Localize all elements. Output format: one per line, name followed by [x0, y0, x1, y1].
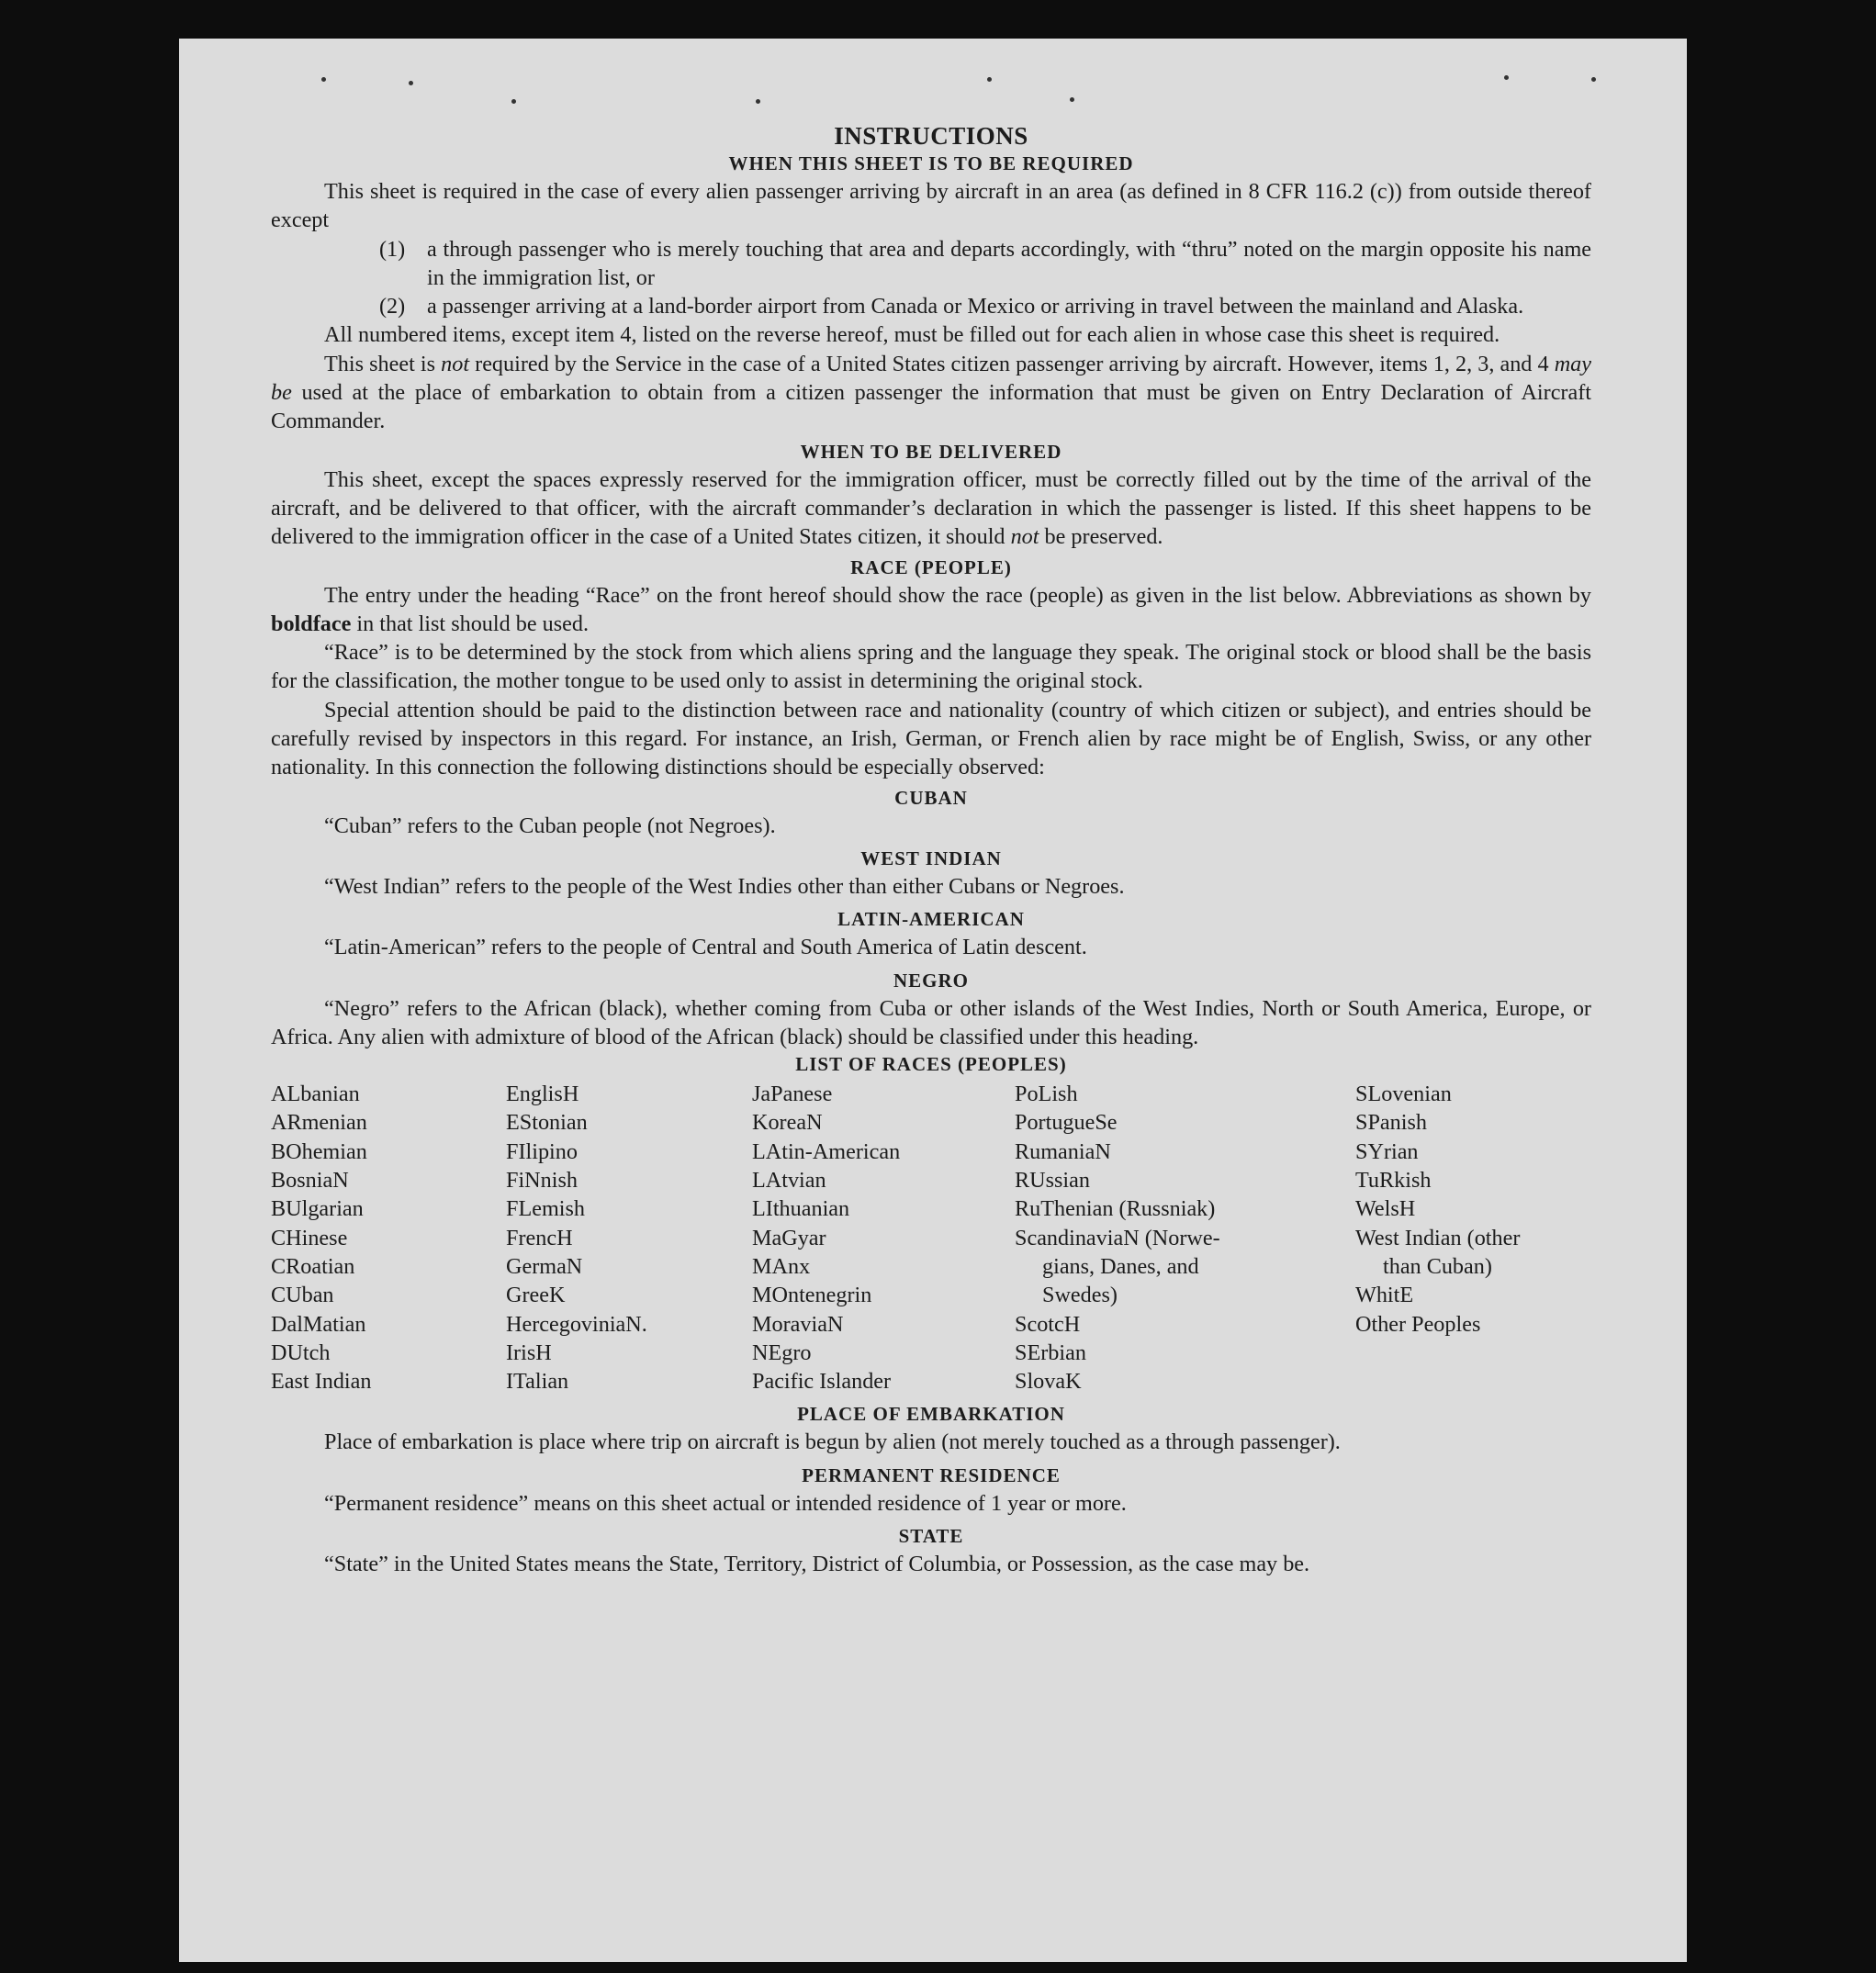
emphasis-not: not — [1010, 524, 1039, 550]
race-entry: MAnx — [752, 1253, 811, 1279]
race-entry: PoLish — [1015, 1082, 1078, 1107]
race-entry: SLovenian — [1355, 1082, 1452, 1107]
text-run: The entry under the heading “Race” on the front hereof should show the race (people) as given in the list below. Abbreviations as shown by — [324, 582, 1591, 608]
race-entry: MaGyar — [752, 1225, 826, 1250]
ink-speck — [511, 99, 516, 104]
paragraph-race-entry — [271, 581, 1591, 639]
section-heading-latin-american: LATIN-AMERICAN — [837, 908, 1025, 931]
paragraph-negro: “Negro” refers to the African (black), whether coming from Cuba or other islands of the West Indies, North or South America, Europe, or Africa. Any alien with admixture of blood of the African (black) should be classified under this heading. — [271, 995, 1591, 1049]
document-page — [179, 39, 1687, 1962]
race-entry: ScotcH — [1015, 1311, 1081, 1337]
emphasis-not: not — [441, 351, 470, 376]
race-entry: DalMatian — [271, 1311, 366, 1337]
ink-speck — [1504, 75, 1509, 80]
race-entry: SPanish — [1355, 1110, 1427, 1136]
section-heading-west-indian: WEST INDIAN — [860, 846, 1002, 869]
race-entry: DUtch — [271, 1340, 331, 1365]
race-entry: CHinese — [271, 1225, 348, 1250]
race-entry: WhitE — [1355, 1283, 1414, 1308]
item-text: a through passenger who is merely touching that area and departs accordingly, with “thru” noted on the margin opposite his name in the immigration list, or — [427, 236, 1591, 290]
race-entry: LAtin-American — [752, 1138, 901, 1164]
emphasis-may-be: may be — [271, 351, 1591, 406]
ink-speck — [409, 81, 413, 85]
item-number: (1) — [379, 236, 406, 262]
race-entry: RumaniaN — [1015, 1138, 1111, 1164]
text-run: required by the Service in the case of a United States citizen passenger arriving by aircraft. However, items 1, 2, 3, and 4 — [469, 351, 1555, 376]
text-run: used at the place of embarkation to obtain from a citizen passenger the information that must be given on Entry Declaration of Aircraft Commander. — [271, 380, 1591, 434]
race-entry: West Indian (other — [1355, 1225, 1521, 1250]
section-heading-race: RACE (PEOPLE) — [850, 555, 1012, 578]
text-run: be preserved. — [1039, 524, 1163, 550]
ink-speck — [1070, 97, 1074, 102]
paragraph-delivered — [271, 465, 1591, 552]
race-entry: IrisH — [506, 1340, 552, 1365]
paragraph-embarkation: Place of embarkation is place where trip on aircraft is begun by alien (not merely touched as a through passenger). — [324, 1429, 1341, 1455]
race-entry: Swedes) — [1042, 1283, 1118, 1308]
paragraph-citizen — [271, 350, 1591, 436]
paragraph-cuban: “Cuban” refers to the Cuban people (not Negroes). — [324, 813, 776, 838]
race-entry: GermaN — [506, 1253, 583, 1279]
race-entry: JaPanese — [752, 1082, 833, 1107]
ink-speck — [321, 77, 326, 82]
race-column — [271, 1080, 506, 1396]
text-run: This sheet, except the spaces expressly reserved for the immigration officer, must be correctly filled out by the time of the arrival of the aircraft, and be delivered to that officer, with the aircraft commander’s declaration in which the passenger is listed. If this sheet happens to be delivered to the immigration officer in the case of a United States citizen, it should — [271, 466, 1591, 550]
race-column — [752, 1080, 1015, 1396]
paragraph-residence: “Permanent residence” means on this sheet actual or intended residence of 1 year or more. — [324, 1490, 1127, 1516]
section-heading-cuban: CUBAN — [894, 786, 968, 809]
race-column — [506, 1080, 752, 1396]
race-entry: gians, Danes, and — [1042, 1253, 1199, 1279]
paragraph-west-indian: “West Indian” refers to the people of the West Indies other than either Cubans or Negroes. — [324, 873, 1125, 899]
exception-item — [379, 235, 1591, 293]
race-entry: Pacific Islander — [752, 1369, 892, 1395]
race-entry: LAtvian — [752, 1168, 826, 1194]
race-entry: HercegoviniaN. — [506, 1311, 647, 1337]
race-entry: SYrian — [1355, 1138, 1419, 1164]
race-entry: ARmenian — [271, 1110, 367, 1136]
race-entry: MOntenegrin — [752, 1283, 872, 1308]
paragraph-required-intro: This sheet is required in the case of every alien passenger arriving by aircraft in an area (as defined in 8 CFR 116.2 (c)) from outside thereof except — [271, 179, 1591, 233]
item-text: a passenger arriving at a land-border airport from Canada or Mexico or arriving in travel between the mainland and Alaska. — [427, 294, 1524, 319]
race-column — [1015, 1080, 1355, 1396]
emphasis-boldface: boldface — [271, 611, 352, 636]
race-entry: SErbian — [1015, 1340, 1086, 1365]
race-entry: GreeK — [506, 1283, 566, 1308]
section-heading-required: WHEN THIS SHEET IS TO BE REQUIRED — [728, 152, 1134, 174]
race-entry: RUssian — [1015, 1168, 1090, 1194]
section-heading-state: STATE — [898, 1524, 964, 1547]
race-entry: SlovaK — [1015, 1369, 1082, 1395]
race-entry: FLemish — [506, 1196, 586, 1222]
race-entry: BOhemian — [271, 1138, 367, 1164]
race-entry: CUban — [271, 1283, 334, 1308]
paragraph-state: “State” in the United States means the State, Territory, District of Columbia, or Possession, as the case may be. — [324, 1551, 1310, 1576]
section-heading-residence: PERMANENT RESIDENCE — [802, 1463, 1061, 1486]
section-heading-list-of-races: LIST OF RACES (PEOPLES) — [795, 1053, 1067, 1076]
race-entry: FrencH — [506, 1225, 573, 1250]
item-number: (2) — [379, 294, 406, 319]
page-title: INSTRUCTIONS — [834, 122, 1028, 150]
race-entry: Other Peoples — [1355, 1311, 1481, 1337]
paragraph-latin-american: “Latin-American” refers to the people of Central and South America of Latin descent. — [324, 935, 1087, 960]
section-heading-delivered: WHEN TO BE DELIVERED — [800, 440, 1062, 463]
race-entry: TuRkish — [1355, 1168, 1432, 1194]
paragraph-race-stock: “Race” is to be determined by the stock from which aliens spring and the language they speak. The original stock or blood shall be the basis for the classification, the mother tongue to be used only to assist in determining the original stock. — [271, 640, 1591, 694]
ink-speck — [987, 77, 992, 82]
paragraph-race-nationality: Special attention should be paid to the distinction between race and nationality (country of which citizen or subject), and entries should be carefully revised by inspectors in this regard. For instance, an Irish, German, or French alien by race might be of English, Swiss, or any other nationality. In this connection the following distinctions should be especially observed: — [271, 697, 1591, 780]
race-entry: BosniaN — [271, 1168, 349, 1194]
race-entry: RuThenian (Russniak) — [1015, 1196, 1216, 1222]
race-entry: WelsH — [1355, 1196, 1416, 1222]
race-entry: PortugueSe — [1015, 1110, 1118, 1136]
paragraph-numbered-items: All numbered items, except item 4, listed on the reverse hereof, must be filled out for each alien in whose case this sheet is required. — [324, 322, 1500, 348]
race-entry: EnglisH — [506, 1082, 579, 1107]
race-entry: EStonian — [506, 1110, 588, 1136]
race-entry: LIthuanian — [752, 1196, 850, 1222]
race-entry: FIlipino — [506, 1138, 578, 1164]
race-entry: East Indian — [271, 1369, 372, 1395]
race-entry: ALbanian — [271, 1082, 360, 1107]
race-entry: FiNnish — [506, 1168, 578, 1194]
race-entry: ITalian — [506, 1369, 569, 1395]
race-column — [1355, 1080, 1591, 1396]
section-heading-embarkation: PLACE OF EMBARKATION — [797, 1403, 1065, 1426]
race-entry: BUlgarian — [271, 1196, 364, 1222]
section-heading-negro: NEGRO — [893, 969, 969, 992]
race-entry: NEgro — [752, 1340, 812, 1365]
text-run: in that list should be used. — [351, 611, 590, 636]
ink-speck — [1591, 77, 1596, 82]
race-entry: MoraviaN — [752, 1311, 844, 1337]
race-entry: ScandinaviaN (Norwe- — [1015, 1225, 1220, 1250]
race-entry: KoreaN — [752, 1110, 823, 1136]
race-entry: than Cuban) — [1383, 1253, 1492, 1279]
race-entry: CRoatian — [271, 1253, 355, 1279]
race-list — [271, 1080, 1591, 1396]
ink-speck — [756, 99, 760, 104]
exception-item — [379, 292, 1591, 320]
text-run: This sheet is — [324, 351, 442, 376]
